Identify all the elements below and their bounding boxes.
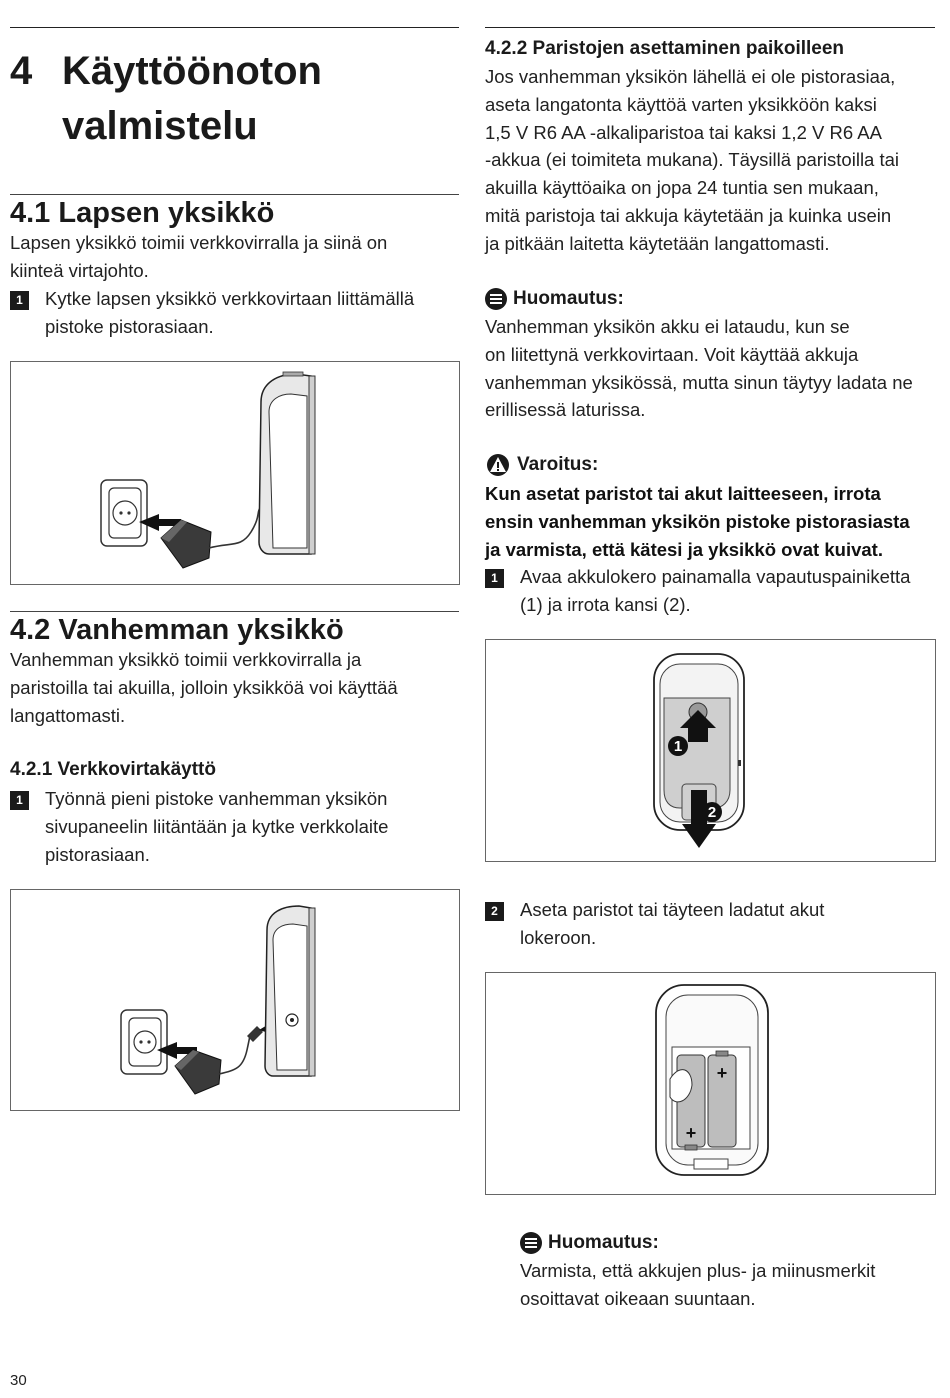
battery-plus-sign: + xyxy=(685,1123,697,1143)
warning-title: Varoitus: xyxy=(517,454,599,475)
baby-unit-icon xyxy=(259,372,315,554)
page-number: 30 xyxy=(10,1372,27,1389)
parent-unit-plug-illustration xyxy=(11,890,459,1110)
note-heading xyxy=(520,1230,659,1256)
callout-2-label: 2 xyxy=(707,804,717,821)
figure-insert-batteries xyxy=(485,972,936,1195)
chapter-title-text: Käyttöönoton valmistelu xyxy=(62,49,322,148)
section-rule-4-1 xyxy=(10,194,459,195)
battery-icon xyxy=(708,1051,736,1147)
warning-text: Kun asetat paristot tai akut laitteeseen, irrota ensin vanhemman yksikön pistoke pistorasiasta ja varmista, että kätesi ja yksikkö ovat kuivat. xyxy=(485,483,910,560)
step-badge: 1 xyxy=(10,291,29,310)
section-rule-4-2 xyxy=(10,611,459,612)
warning-heading xyxy=(485,452,598,478)
figure-open-battery-cover xyxy=(485,639,936,862)
batteries-illustration xyxy=(486,973,935,1194)
note-icon xyxy=(485,288,507,310)
figure-parent-unit-power xyxy=(10,889,460,1111)
section-4-2-2-step-1: Avaa akkulokero painamalla vapautuspainiketta (1) ja irrota kansi (2). xyxy=(520,566,911,615)
power-cable xyxy=(219,1032,253,1074)
subsection-heading-4-2-2: 4.2.2 Paristojen asettaminen paikoilleen xyxy=(485,38,845,59)
section-4-2-2-body: Jos vanhemman yksikön lähellä ei ole pistorasiaa, aseta langatonta käyttöä varten yksikköön kaksi 1,5 V R6 AA -alkaliparistoa tai kaksi 1,2 V R6 AA -akkua (ei toimiteta mukana). Täysillä paristoilla tai akuilla käyttöaika on jopa 24 tuntia sen mukaan, mitä paristoja tai akkuja käytetään ja kuinka usein ja pitkään laitetta käytetään langattomasti. xyxy=(485,66,900,254)
callout-1-label: 1 xyxy=(673,738,683,755)
power-adapter-icon xyxy=(161,520,211,568)
note-text: Vanhemman yksikön akku ei lataudu, kun se on liitettynä verkkovirtaan. Voit käyttää akkuja vanhemman yksikössä, mutta sinun täytyy ladata ne erillisessä laturissa. xyxy=(485,316,913,421)
warning-icon xyxy=(485,453,511,477)
baby-unit-plug-illustration xyxy=(11,362,459,584)
note-title: Huomautus: xyxy=(513,288,624,309)
battery-cover-illustration xyxy=(486,640,935,861)
note-heading xyxy=(485,286,624,312)
top-rule-right xyxy=(485,27,935,28)
section-4-2-intro: Vanhemman yksikkö toimii verkkovirralla ja paristoilla tai akuilla, jolloin yksikköä voi käyttää langattomasti. xyxy=(10,649,398,726)
wall-socket-icon xyxy=(121,1010,167,1074)
section-heading-4-1: 4.1 Lapsen yksikkö xyxy=(10,197,275,229)
step-badge: 1 xyxy=(10,791,29,810)
section-heading-4-2: 4.2 Vanhemman yksikkö xyxy=(10,614,344,646)
step-badge: 2 xyxy=(485,902,504,921)
battery-plus-sign: + xyxy=(716,1063,728,1083)
section-4-1-intro: Lapsen yksikkö toimii verkkovirralla ja siinä on kiinteä virtajohto. xyxy=(10,232,388,281)
note-title: Huomautus: xyxy=(548,1232,659,1253)
note-text: Varmista, että akkujen plus- ja miinusmerkit osoittavat oikeaan suuntaan. xyxy=(520,1260,876,1309)
section-4-2-2-step-2: Aseta paristot tai täyteen ladatut akut lokeroon. xyxy=(520,899,825,948)
wall-socket-icon xyxy=(101,480,147,546)
subsection-heading-4-2-1: 4.2.1 Verkkovirtakäyttö xyxy=(10,759,216,780)
top-rule-left xyxy=(10,27,459,28)
note-icon xyxy=(520,1232,542,1254)
chapter-number: 4 xyxy=(10,49,33,93)
figure-baby-unit-power xyxy=(10,361,460,585)
step-badge: 1 xyxy=(485,569,504,588)
section-4-1-step-1: Kytke lapsen yksikkö verkkovirtaan liittämällä pistoke pistorasiaan. xyxy=(45,288,415,337)
parent-unit-icon xyxy=(265,906,315,1076)
power-adapter-icon xyxy=(175,1050,221,1094)
section-4-2-1-step-1: Työnnä pieni pistoke vanhemman yksikön sivupaneelin liitäntään ja kytke verkkolaite pistorasiaan. xyxy=(45,788,389,865)
